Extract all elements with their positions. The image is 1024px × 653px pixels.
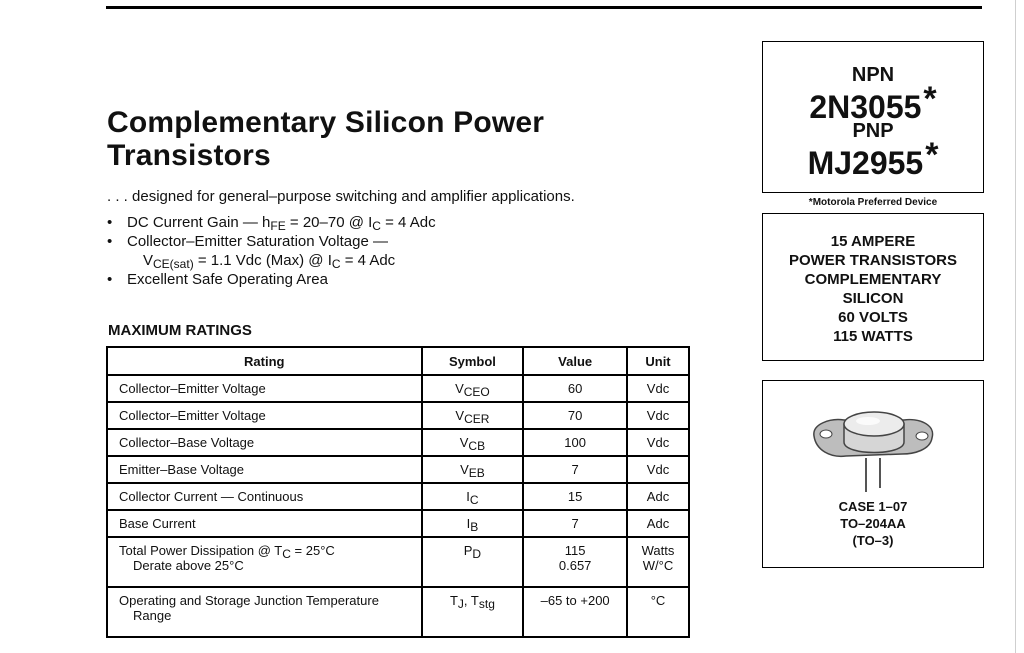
rating-cell: Emitter–Base Voltage — [107, 456, 422, 483]
table-row — [107, 483, 689, 510]
spec-line: COMPLEMENTARY — [804, 271, 942, 288]
to3-package-icon — [808, 396, 938, 496]
table-header-row — [107, 347, 689, 375]
header-symbol: Symbol — [422, 347, 524, 375]
rating-cell: Collector Current — Continuous — [107, 483, 422, 510]
table-row — [107, 429, 689, 456]
value-cell: 60 — [523, 375, 627, 402]
feature-list — [107, 213, 436, 289]
value-cell: 15 — [523, 483, 627, 510]
header-value: Value — [523, 347, 627, 375]
symbol-cell: $V_{CER}$ — [422, 402, 524, 429]
value-cell: 7 — [523, 456, 627, 483]
header-unit: Unit — [627, 347, 689, 375]
spec-line: SILICON — [842, 290, 904, 307]
bullet-icon: • — [107, 214, 113, 231]
symbol-cell: $I_B$ — [422, 510, 524, 537]
rating-cell: Total Power Dissipation @ $T_C = 25^\circ C$ Derate above 25°C — [107, 537, 422, 587]
rating-cell: Collector–Emitter Voltage — [107, 375, 422, 402]
ratings-heading: MAXIMUM RATINGS — [108, 322, 252, 339]
bullet-icon: • — [107, 233, 113, 250]
package-box — [762, 380, 984, 568]
rating-cell: Collector–Base Voltage — [107, 429, 422, 456]
rating-cell: Base Current — [107, 510, 422, 537]
spec-line: 15 AMPERE — [830, 233, 916, 250]
rating-cell: Collector–Emitter Voltage — [107, 402, 422, 429]
top-rule — [106, 6, 982, 9]
symbol-cell: $V_{CB}$ — [422, 429, 524, 456]
feature-item — [107, 232, 436, 251]
feature-item — [107, 270, 436, 289]
unit-cell: Vdc — [627, 375, 689, 402]
symbol-cell: $V_{EB}$ — [422, 456, 524, 483]
case-number: CASE 1–07 — [838, 499, 908, 514]
package-alt-code: (TO–3) — [852, 533, 894, 548]
page-right-edge — [1015, 0, 1016, 653]
feature-item — [107, 213, 436, 232]
title-line-2: Transistors — [107, 139, 271, 172]
table-row — [107, 375, 689, 402]
table-row — [107, 456, 689, 483]
symbol-cell: $T_J$, $T_{stg}$ — [422, 587, 524, 637]
feature-text: Collector–Emitter Saturation Voltage — — [127, 233, 388, 250]
spec-line: 60 VOLTS — [838, 309, 908, 326]
spec-summary-box — [762, 213, 984, 361]
package-code: TO–204AA — [840, 516, 906, 531]
feature-item-continuation — [107, 251, 436, 270]
part-number-box — [762, 41, 984, 193]
table-row — [107, 402, 689, 429]
unit-cell: Adc — [627, 483, 689, 510]
npn-part-number: 2N3055* — [809, 80, 937, 125]
table-row — [107, 537, 689, 587]
rating-cell: Operating and Storage Junction Temperature Range — [107, 587, 422, 637]
symbol-cell: $V_{CEO}$ — [422, 375, 524, 402]
symbol-cell: $I_C$ — [422, 483, 524, 510]
header-rating: Rating — [107, 347, 422, 375]
unit-cell: Vdc — [627, 402, 689, 429]
title-line-1: Complementary Silicon Power — [107, 106, 545, 139]
unit-cell: °C — [627, 587, 689, 637]
value-cell: 115 0.657 — [523, 537, 627, 587]
package-label — [763, 498, 983, 549]
spec-line: POWER TRANSISTORS — [788, 252, 958, 269]
pnp-part-number: MJ2955* — [807, 136, 939, 181]
unit-cell: Adc — [627, 510, 689, 537]
symbol-cell: $P_D$ — [422, 537, 524, 587]
value-cell: 70 — [523, 402, 627, 429]
table-row — [107, 510, 689, 537]
document-title — [107, 106, 544, 172]
value-cell: –65 to +200 — [523, 587, 627, 637]
feature-text: $V_{CE(sat)} = 1.1$ Vdc (Max) @ $I_C = 4$ Adc — [143, 252, 396, 271]
intro-text: . . . designed for general–purpose switching and amplifier applications. — [107, 188, 575, 205]
unit-cell: Vdc — [627, 429, 689, 456]
feature-text: Excellent Safe Operating Area — [127, 271, 328, 288]
maximum-ratings-table — [106, 346, 690, 638]
value-cell: 7 — [523, 510, 627, 537]
preferred-device-note: *Motorola Preferred Device — [808, 197, 938, 208]
pnp-label: PNP — [852, 120, 894, 142]
unit-cell: Vdc — [627, 456, 689, 483]
value-cell: 100 — [523, 429, 627, 456]
bullet-icon: • — [107, 271, 113, 288]
table-row — [107, 587, 689, 637]
npn-label: NPN — [851, 64, 895, 86]
spec-line: 115 WATTS — [833, 328, 913, 345]
unit-cell: Watts W/°C — [627, 537, 689, 587]
feature-text: DC Current Gain — $h_{FE} = 20-70$ @ $I_C = 4$ Adc — [127, 214, 436, 233]
